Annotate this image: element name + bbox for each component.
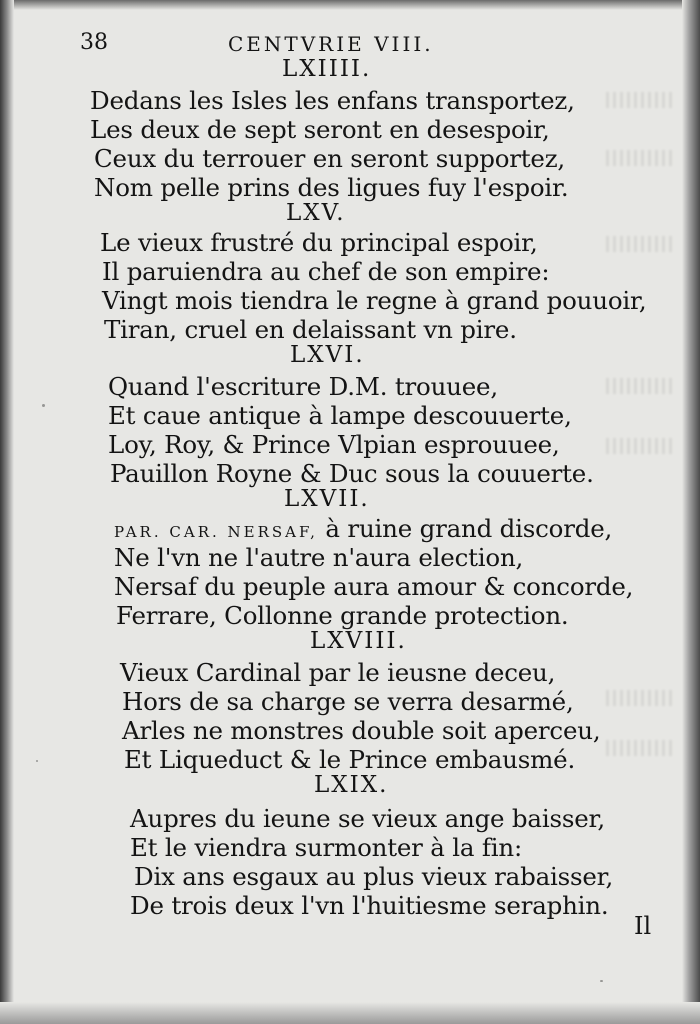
- running-title: CENTVRIE VIII.: [228, 32, 434, 56]
- verse-line: Dix ans esgaux au plus vieux rabaisser,: [134, 862, 614, 891]
- verse-line: Arles ne monstres double soit aperceu,: [122, 716, 601, 745]
- verse-line: Il paruiendra au chef de son empire:: [102, 257, 550, 286]
- verse-line: Loy, Roy, & Prince Vlpian esprouuee,: [108, 430, 560, 459]
- show-through-ink: [606, 438, 676, 454]
- verse-line: De trois deux l'vn l'huitiesme seraphin.: [130, 891, 609, 920]
- quatrain-number: LXVI.: [290, 342, 365, 368]
- running-head: [80, 28, 640, 58]
- page-edge-shadow-top: [0, 0, 700, 10]
- verse-line: Et le viendra surmonter à la fin:: [130, 833, 523, 862]
- verse-line: Hors de sa charge se verra desarmé,: [122, 687, 574, 716]
- verse-line: Aupres du ieune se vieux ange baisser,: [130, 804, 605, 833]
- verse-line: Et Liqueduct & le Prince embausmé.: [124, 745, 576, 774]
- quatrain-number: LXIIII.: [282, 56, 372, 82]
- page-edge-shadow-left: [0, 0, 14, 1024]
- verse-line: Ne l'vn ne l'autre n'aura election,: [114, 543, 524, 572]
- show-through-ink: [606, 690, 676, 706]
- verse-line: Vieux Cardinal par le ieusne deceu,: [120, 658, 556, 687]
- quatrain-number: LXVII.: [284, 486, 370, 512]
- verse-line: Nom pelle prins des ligues fuy l'espoir.: [94, 173, 569, 202]
- verse-line: Vingt mois tiendra le regne à grand pouuoir,: [102, 286, 647, 315]
- page-number: 38: [80, 30, 108, 55]
- verse-line: Le vieux frustré du principal espoir,: [100, 228, 538, 257]
- verse-line: Pauillon Royne & Duc sous la couuerte.: [110, 459, 594, 488]
- verse-lead-capitals: PAR. CAR. NERSAF,: [114, 523, 318, 541]
- page-edge-shadow-bottom: [0, 1002, 700, 1024]
- show-through-ink: [606, 150, 676, 166]
- catchword: Il: [634, 912, 652, 940]
- verse-line: Ferrare, Collonne grande protection.: [116, 601, 569, 630]
- verse-line: Et caue antique à lampe descouuerte,: [108, 401, 572, 430]
- paper-speck: [600, 980, 603, 982]
- verse-line: Nersaf du peuple aura amour & concorde,: [114, 572, 634, 601]
- page-edge-shadow-right: [682, 0, 700, 1024]
- show-through-ink: [606, 236, 676, 252]
- quatrain-number: LXV.: [286, 200, 346, 226]
- verse-line: Ceux du terrouer en seront supportez,: [94, 144, 566, 173]
- show-through-ink: [606, 378, 676, 394]
- verse-line: Dedans les Isles les enfans transportez,: [90, 86, 575, 115]
- quatrain-number: LXVIII.: [310, 628, 407, 654]
- verse-line: Quand l'escriture D.M. trouuee,: [108, 372, 498, 401]
- quatrain-number: LXIX.: [314, 772, 389, 798]
- verse-line-remainder: à ruine grand discorde,: [317, 514, 613, 543]
- verse-line: Tiran, cruel en delaissant vn pire.: [104, 315, 517, 344]
- show-through-ink: [606, 740, 676, 756]
- verse-line: Les deux de sept seront en desespoir,: [90, 115, 550, 144]
- paper-speck: [42, 404, 45, 407]
- paper-speck: [36, 760, 38, 762]
- show-through-ink: [606, 92, 676, 108]
